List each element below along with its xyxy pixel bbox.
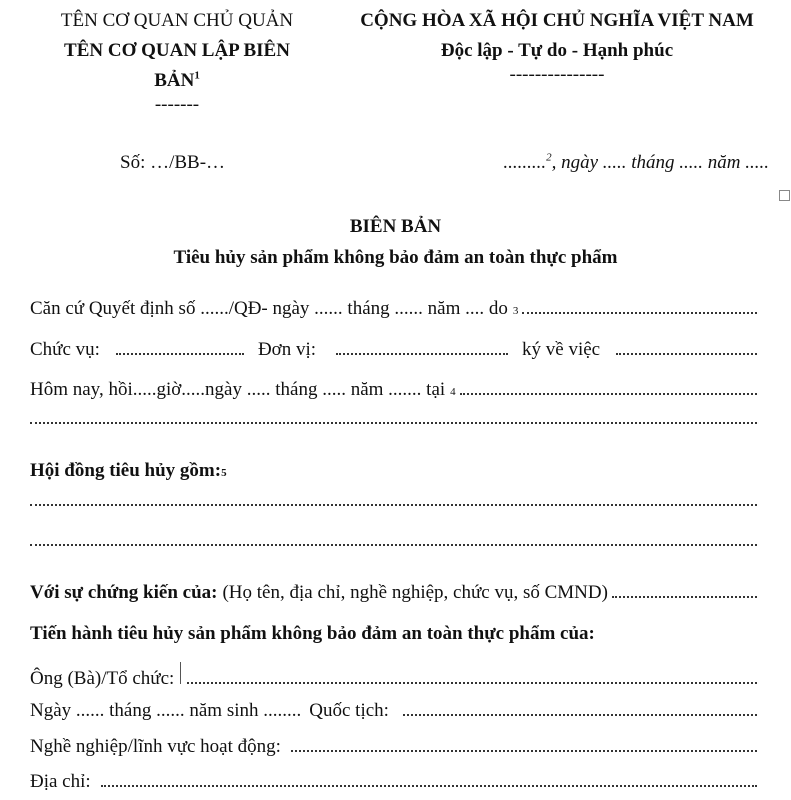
- row-dia-diem-cont: [30, 418, 757, 424]
- row-hoi-dong: Hội đồng tiêu hủy gồm: 5: [30, 460, 227, 481]
- header-left-block: [24, 6, 330, 114]
- date-text: , ngày ..... tháng ..... năm .....: [551, 152, 769, 173]
- can-cu-text: Căn cứ Quyết định số ....../QĐ- ngày ...... tháng ...... năm .... do: [30, 298, 508, 319]
- don-vi-label: Đơn vị:: [257, 339, 317, 360]
- row-can-cu: Căn cứ Quyết định số ....../QĐ- ngày ...... tháng ...... năm .... do 3: [30, 297, 757, 321]
- quoc-tich-field[interactable]: [403, 710, 757, 716]
- national-title: CỘNG HÒA XÃ HỘI CHỦ NGHĨA VIỆT NAM: [360, 10, 754, 31]
- hoi-dong-label: Hội đồng tiêu hủy gồm:: [30, 460, 222, 481]
- chung-kien-field[interactable]: [612, 592, 757, 598]
- document-title: BIÊN BẢN: [349, 216, 442, 237]
- chuc-vu-label: Chức vụ:: [30, 339, 100, 360]
- header-right-block: [334, 6, 780, 84]
- row-hom-nay: Hôm nay, hồi.....giờ.....ngày ..... tháng ..... năm ....... tại 4: [30, 378, 757, 402]
- header-right-rule: ---------------: [509, 64, 605, 85]
- footnote-ref-2: 2: [546, 151, 552, 164]
- header-left-rule: -------: [154, 94, 200, 115]
- date-place: .........: [503, 152, 547, 173]
- row-dia-chi: [30, 770, 757, 794]
- chung-kien-label: Với sự chứng kiến của:: [30, 582, 218, 603]
- dia-chi-label: Địa chỉ:: [30, 771, 91, 792]
- nghe-nghiep-field[interactable]: [291, 746, 757, 752]
- issuing-agency-name: TÊN CƠ QUAN LẬP BIÊN: [64, 40, 290, 61]
- parent-agency-name: TÊN CƠ QUAN CHỦ QUẢN: [60, 10, 294, 31]
- can-cu-field[interactable]: [522, 308, 757, 314]
- ky-ve-viec-field[interactable]: [616, 349, 757, 355]
- national-motto: Độc lập - Tự do - Hạnh phúc: [440, 40, 674, 61]
- hoi-dong-field-2[interactable]: [30, 540, 757, 546]
- layout-marker-icon: [779, 190, 790, 201]
- row-hoi-dong-1: [30, 500, 757, 506]
- hom-nay-text: Hôm nay, hồi.....giờ.....ngày ..... tháng ..... năm ....... tại: [30, 379, 446, 400]
- ong-ba-label: Ông (Bà)/Tổ chức:: [30, 668, 175, 689]
- issuing-agency-name-cont: [24, 66, 330, 96]
- hoi-dong-field-1[interactable]: [30, 500, 757, 506]
- document-number: Số: …/BB-…: [120, 152, 226, 173]
- ong-ba-field[interactable]: [187, 678, 757, 684]
- dia-diem-field-cont[interactable]: [30, 418, 757, 424]
- tien-hanh-heading: Tiến hành tiêu hủy sản phẩm không bảo đảm an toàn thực phẩm của:: [30, 623, 595, 644]
- row-tien-hanh: [30, 622, 757, 646]
- don-vi-field[interactable]: [336, 349, 508, 355]
- dia-diem-field[interactable]: [460, 389, 757, 395]
- quoc-tich-label: Quốc tịch:: [309, 700, 389, 721]
- row-ngay-sinh: [30, 699, 757, 723]
- issuing-agency-word: BẢN: [154, 70, 195, 91]
- nghe-nghiep-label: Nghề nghiệp/lĩnh vực hoạt động:: [30, 736, 281, 757]
- footnote-ref-1: 1: [194, 69, 200, 82]
- ngay-sinh-text: Ngày ...... tháng ...... năm sinh ........: [30, 700, 302, 721]
- row-ong-ba: [30, 662, 757, 691]
- row-chung-kien: [30, 581, 757, 605]
- document-date: [503, 151, 769, 175]
- text-cursor: [180, 662, 181, 684]
- ky-ve-viec-label: ký về việc: [522, 339, 601, 360]
- chung-kien-text: (Họ tên, địa chỉ, nghề nghiệp, chức vụ, số CMND): [222, 582, 608, 603]
- dia-chi-field[interactable]: [101, 781, 757, 787]
- document-subtitle: Tiêu hủy sản phẩm không bảo đảm an toàn thực phẩm: [173, 247, 618, 268]
- row-chuc-vu: [30, 338, 757, 362]
- chuc-vu-field[interactable]: [116, 349, 244, 355]
- row-nghe-nghiep: [30, 735, 757, 759]
- row-hoi-dong-2: [30, 540, 757, 546]
